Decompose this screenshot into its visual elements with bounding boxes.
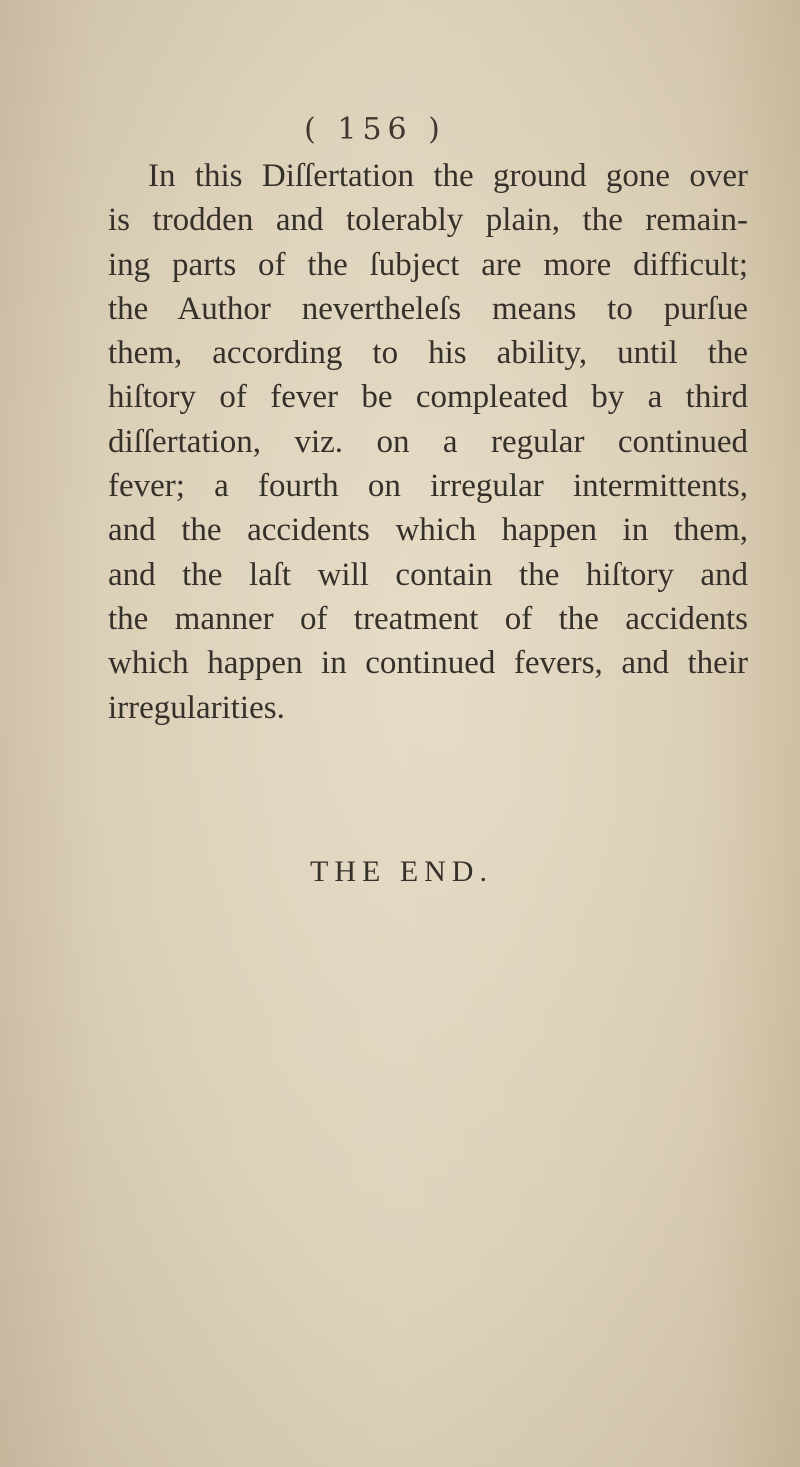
the-end-heading: THE END. bbox=[310, 855, 493, 888]
text-line: irregularities. bbox=[108, 689, 285, 726]
text-line: is trodden and tolerably plain, the remain- bbox=[108, 202, 748, 239]
body-paragraph bbox=[108, 154, 748, 730]
text-line: and the laſt will contain the hiſtory and bbox=[108, 556, 748, 593]
text-line: and the accidents which happen in them, bbox=[108, 512, 748, 549]
text-line: the Author nevertheleſs means to purſue bbox=[108, 290, 748, 327]
text-line: In this Diſſertation the ground gone over bbox=[148, 158, 748, 194]
text-line: hiſtory of fever be compleated by a third bbox=[108, 379, 748, 416]
text-line: which happen in continued fevers, and their bbox=[108, 645, 748, 682]
text-line: ing parts of the ſubject are more difficult; bbox=[108, 246, 748, 283]
page-number: ( 156 ) bbox=[304, 112, 446, 147]
text-line: them, according to his ability, until the bbox=[108, 335, 748, 372]
text-line: diſſertation, viz. on a regular continued bbox=[108, 423, 748, 460]
text-line: the manner of treatment of the accidents bbox=[108, 600, 748, 637]
text-line: fever; a fourth on irregular intermittents, bbox=[108, 468, 748, 505]
